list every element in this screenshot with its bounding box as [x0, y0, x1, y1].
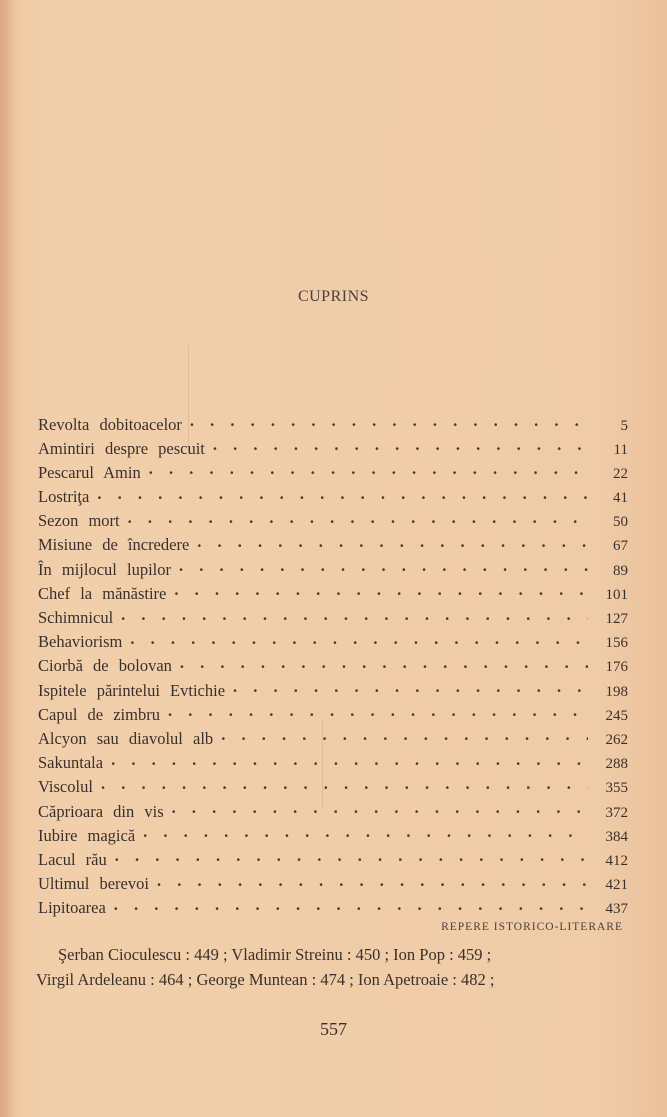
toc-entry-page: 372 — [605, 804, 628, 821]
toc-leader-dots — [128, 510, 588, 527]
toc-leader-dots — [143, 824, 588, 841]
authors-line: Şerban Cioculescu : 449 ; Vladimir Streinu : 450 ; Ion Pop : 459 ; — [58, 945, 492, 964]
toc-entry — [38, 607, 628, 631]
toc-leader-dots — [213, 437, 588, 454]
toc-leader-dots — [121, 607, 588, 624]
toc-entry — [38, 558, 628, 582]
toc-entry-title: Chef la mănăstire — [38, 583, 167, 603]
toc-entry-title: Pescarul Amin — [38, 462, 141, 482]
toc-entry-title: Lacul rău — [38, 849, 107, 869]
toc-entry-title: Sakuntala — [38, 753, 104, 773]
toc-entry-page: 22 — [613, 465, 628, 482]
toc-entry-title: Revolta dobitoacelor — [38, 414, 182, 434]
toc-leader-dots — [190, 413, 588, 430]
toc-entry-page: 41 — [613, 490, 628, 507]
toc-entry — [38, 655, 628, 679]
toc-entry-title: Capul de zimbru — [38, 704, 160, 724]
toc-leader-dots — [157, 873, 588, 890]
binding-shadow — [0, 0, 14, 1117]
toc-entry-page: 262 — [605, 731, 628, 748]
toc-entry — [38, 824, 628, 848]
toc-leader-dots — [221, 727, 588, 744]
authors-line: Virgil Ardeleanu : 464 ; George Muntean : 474 ; Ion Apetroaie : 482 ; — [36, 970, 495, 989]
toc-entry-title: În mijlocul lupilor — [38, 559, 171, 579]
toc-entry-title: Lipitoarea — [38, 898, 106, 918]
toc-entry-title: Iubire magică — [38, 825, 136, 845]
page-number: 557 — [320, 1019, 347, 1039]
toc-entry-title: Misiune de încredere — [38, 535, 190, 555]
toc-entry-page: 5 — [620, 417, 628, 434]
toc-entry-page: 355 — [605, 780, 628, 797]
toc-entry-title: Behaviorism — [38, 632, 123, 652]
toc-entry-page: 127 — [605, 611, 628, 627]
toc-leader-dots — [197, 534, 588, 551]
toc-entry — [38, 534, 628, 558]
toc-entry-title: Ciorbă de bolovan — [38, 656, 172, 676]
toc-entry-page: 437 — [605, 901, 628, 918]
toc-entry — [38, 631, 628, 655]
toc-entry-page: 11 — [613, 441, 628, 458]
toc-entry — [38, 727, 628, 751]
toc-entry-page: 421 — [605, 877, 628, 894]
toc-leader-dots — [149, 461, 588, 478]
toc-leader-dots — [179, 558, 588, 575]
toc-leader-dots — [172, 800, 588, 817]
toc-entry-title: Lostriţa — [38, 487, 90, 507]
toc-leader-dots — [101, 776, 588, 793]
toc-entry-page: 176 — [605, 659, 628, 676]
toc-entry-title: Schimnicul — [38, 608, 114, 627]
toc-entry-page: 101 — [605, 586, 628, 603]
toc-entry-page: 156 — [605, 635, 628, 652]
section-label: REPERE ISTORICO-LITERARE — [441, 921, 623, 933]
toc-entry-title: Ultimul berevoi — [38, 874, 149, 894]
toc-entry-title: Căprioara din vis — [38, 801, 164, 821]
toc-entry-title: Sezon mort — [38, 511, 120, 531]
toc-leader-dots — [115, 848, 588, 865]
authors-list — [36, 942, 628, 992]
toc-entry-page: 288 — [605, 756, 628, 773]
toc-entry — [38, 848, 628, 872]
toc-entry-page: 198 — [605, 683, 628, 700]
toc-leader-dots — [233, 679, 588, 696]
toc-entry — [38, 437, 628, 461]
table-of-contents — [38, 413, 628, 921]
toc-entry — [38, 776, 628, 800]
toc-leader-dots — [114, 897, 588, 914]
toc-entry-title: Alcyon sau diavolul alb — [38, 728, 214, 748]
toc-entry-page: 412 — [605, 852, 628, 869]
toc-leader-dots — [130, 631, 588, 648]
toc-entry-title: Viscolul — [38, 777, 93, 797]
toc-entry-page: 384 — [605, 828, 628, 845]
toc-entry — [38, 752, 628, 776]
toc-entry — [38, 510, 628, 534]
toc-entry-page: 89 — [613, 562, 628, 579]
toc-entry — [38, 461, 628, 485]
toc-leader-dots — [180, 655, 588, 672]
toc-entry — [38, 413, 628, 437]
toc-entry — [38, 873, 628, 897]
toc-entry — [38, 679, 628, 703]
toc-entry — [38, 703, 628, 727]
toc-entry-page: 245 — [605, 707, 628, 724]
toc-leader-dots — [168, 703, 588, 720]
toc-leader-dots — [97, 486, 588, 503]
toc-leader-dots — [111, 752, 588, 769]
toc-entry — [38, 486, 628, 510]
toc-leader-dots — [174, 582, 588, 599]
toc-entry-title: Amintiri despre pescuit — [38, 438, 205, 458]
toc-entry — [38, 897, 628, 921]
page-title: CUPRINS — [297, 288, 370, 305]
toc-entry — [38, 800, 628, 824]
toc-entry — [38, 582, 628, 606]
toc-entry-page: 50 — [613, 514, 628, 531]
toc-entry-title: Ispitele părintelui Evtichie — [38, 680, 226, 700]
toc-entry-page: 67 — [613, 538, 628, 555]
